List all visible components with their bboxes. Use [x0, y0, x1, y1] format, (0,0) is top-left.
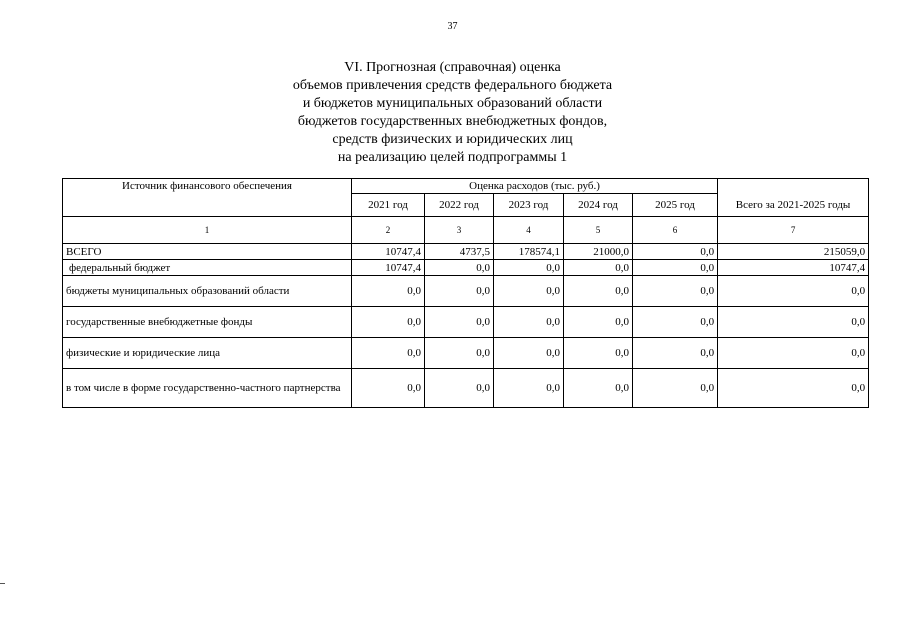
- cell-value: 0,0: [494, 307, 564, 338]
- cell-value: 215059,0: [718, 244, 869, 260]
- cell-value: 0,0: [564, 276, 633, 307]
- row-label: бюджеты муниципальных образований области: [63, 276, 352, 307]
- total-header: Всего за 2021-2025 годы: [718, 194, 869, 217]
- year-header: 2025 год: [633, 194, 718, 217]
- estimate-header: Оценка расходов (тыс. руб.): [352, 179, 718, 194]
- cell-value: 21000,0: [564, 244, 633, 260]
- cell-value: 0,0: [564, 369, 633, 408]
- column-number: 4: [494, 217, 564, 244]
- year-header: 2023 год: [494, 194, 564, 217]
- cell-value: 0,0: [425, 369, 494, 408]
- cell-value: 0,0: [494, 369, 564, 408]
- cell-value: 0,0: [633, 260, 718, 276]
- cell-value: 10747,4: [718, 260, 869, 276]
- row-label: федеральный бюджет: [63, 260, 352, 276]
- page-number: 37: [447, 21, 458, 32]
- cell-value: 0,0: [564, 260, 633, 276]
- cell-value: 0,0: [425, 307, 494, 338]
- cell-value: 0,0: [425, 338, 494, 369]
- column-number: 3: [425, 217, 494, 244]
- cell-value: 4737,5: [425, 244, 494, 260]
- cell-value: 0,0: [352, 338, 425, 369]
- cell-value: 0,0: [633, 244, 718, 260]
- column-number: 6: [633, 217, 718, 244]
- title-line: на реализацию целей подпрограммы 1: [337, 150, 568, 165]
- table-row: [63, 307, 869, 338]
- source-header: Источник финансового обеспечения: [63, 179, 352, 217]
- column-number: 1: [63, 217, 352, 244]
- column-number: 2: [352, 217, 425, 244]
- cell-value: 0,0: [494, 338, 564, 369]
- cell-value: 0,0: [718, 276, 869, 307]
- margin-mark: [0, 583, 5, 584]
- table-row: [63, 369, 869, 408]
- cell-value: 178574,1: [494, 244, 564, 260]
- row-label: физические и юридические лица: [63, 338, 352, 369]
- table-row: [63, 260, 869, 276]
- cell-value: 0,0: [633, 338, 718, 369]
- cell-value: 0,0: [494, 260, 564, 276]
- cell-value: 0,0: [633, 276, 718, 307]
- cell-value: 0,0: [633, 307, 718, 338]
- title-line: бюджетов государственных внебюджетных фондов,: [297, 114, 608, 129]
- year-header: 2021 год: [352, 194, 425, 217]
- table-row: [63, 338, 869, 369]
- title-line: объемов привлечения средств федерального бюджета: [292, 78, 613, 93]
- table-row: [63, 276, 869, 307]
- cell-value: 0,0: [425, 260, 494, 276]
- table-header-row: [63, 179, 869, 194]
- total-header-spacer: [718, 179, 869, 194]
- cell-value: 0,0: [352, 369, 425, 408]
- column-number-row: [63, 217, 869, 244]
- title-line: и бюджетов муниципальных образований области: [302, 96, 603, 111]
- cell-value: 0,0: [425, 276, 494, 307]
- row-label: государственные внебюджетные фонды: [63, 307, 352, 338]
- cell-value: 0,0: [718, 338, 869, 369]
- document-title: [0, 59, 905, 167]
- row-label: ВСЕГО: [63, 244, 352, 260]
- cell-value: 10747,4: [352, 244, 425, 260]
- column-number: 5: [564, 217, 633, 244]
- cell-value: 0,0: [633, 369, 718, 408]
- column-number: 7: [718, 217, 869, 244]
- cell-value: 0,0: [564, 338, 633, 369]
- cell-value: 0,0: [352, 307, 425, 338]
- cell-value: 10747,4: [352, 260, 425, 276]
- cell-value: 0,0: [494, 276, 564, 307]
- year-header: 2024 год: [564, 194, 633, 217]
- title-line: средств физических и юридических лиц: [332, 132, 573, 147]
- cell-value: 0,0: [718, 307, 869, 338]
- cell-value: 0,0: [564, 307, 633, 338]
- cell-value: 0,0: [352, 276, 425, 307]
- cell-value: 0,0: [718, 369, 869, 408]
- title-line: VI. Прогнозная (справочная) оценка: [344, 60, 561, 75]
- table-row: [63, 244, 869, 260]
- year-header: 2022 год: [425, 194, 494, 217]
- row-label: в том числе в форме государственно-частного партнерства: [63, 369, 352, 408]
- financing-table: [62, 178, 869, 408]
